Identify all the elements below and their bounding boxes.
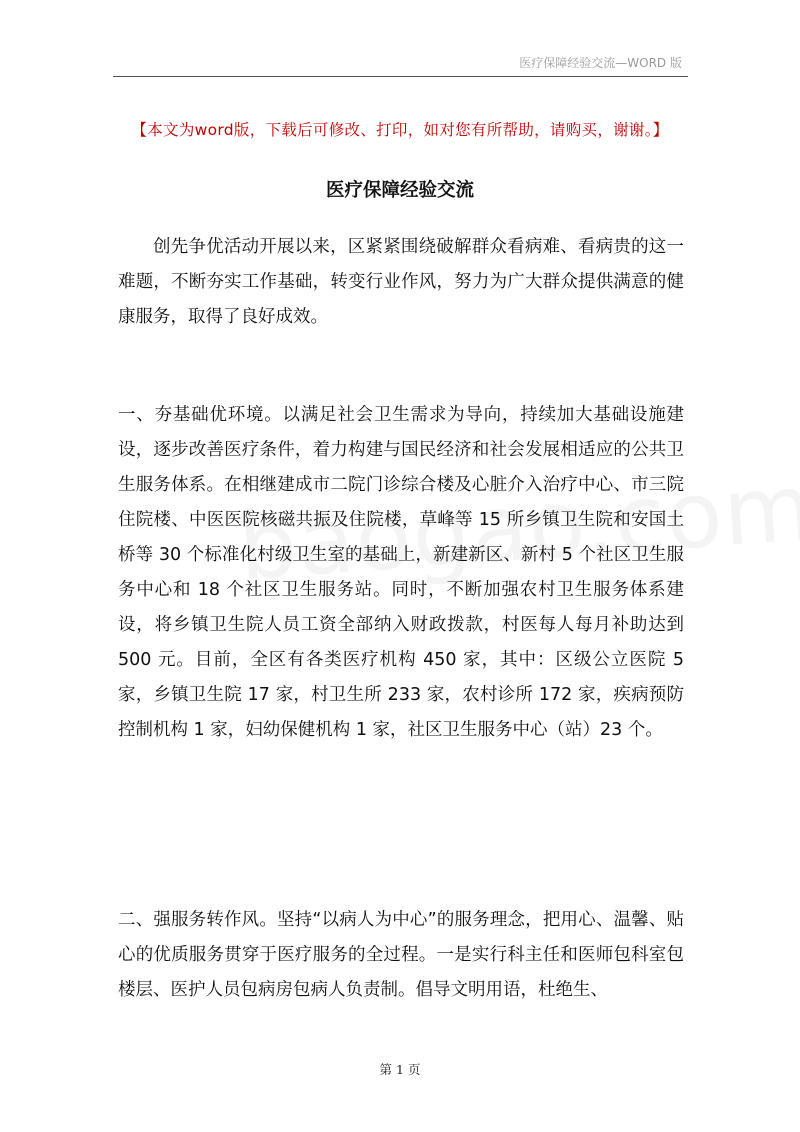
section-2-paragraph: 二、强服务转作风。坚持“以病人为中心”的服务理念，把用心、温馨、贴心的优质服务贯穿于医疗服务的全过程。一是实行科主任和医师包科室包楼层、医护人员包病房包病人负责制。倡导文明用语，杜绝生、 (118, 910, 684, 1000)
purchase-notice: 【本文为word版，下载后可修改、打印，如对您有所帮助，请购买，谢谢。】 (131, 121, 669, 139)
section-1-paragraph: 一、夯基础优环境。以满足社会卫生需求为导向，持续加大基础设施建设，逐步改善医疗条件，着力构建与国民经济和社会发展相适应的公共卫生服务体系。在相继建成市二院门诊综合楼及心脏介入治疗中心、市三院住院楼、中医医院核磁共振及住院楼，草峰等 15 所乡镇卫生院和安国土桥等 30 个标准化村级卫生室的基础上，新建新区、新村 5 个社区卫生服务中心和 18 个社区卫生服务站。同时，不断加强农村卫生服务体系建设，将乡镇卫生院人员工资全部纳入财政拨款，村医每人每月补助达到 500 元。目前，全区有各类医疗机构 450 家，其中：区级公立医院 5 家，乡镇卫生院 17 家，村卫生所 233 家，农村诊所 172 家，疾病预防控制机构 1 家，妇幼保健机构 1 家，社区卫生服务中心（站）23 个。 (118, 405, 684, 740)
running-header: 医疗保障经验交流—WORD 版 (519, 56, 682, 70)
intro-paragraph: 创先争优活动开展以来，区紧紧围绕破解群众看病难、看病贵的这一难题，不断夯实工作基础，转变行业作风，努力为广大群众提供满意的健康服务，取得了良好成效。 (118, 237, 684, 327)
document-title: 医疗保障经验交流 (325, 180, 474, 201)
header-divider (113, 76, 688, 77)
page-number: 第 1 页 (379, 1062, 421, 1077)
